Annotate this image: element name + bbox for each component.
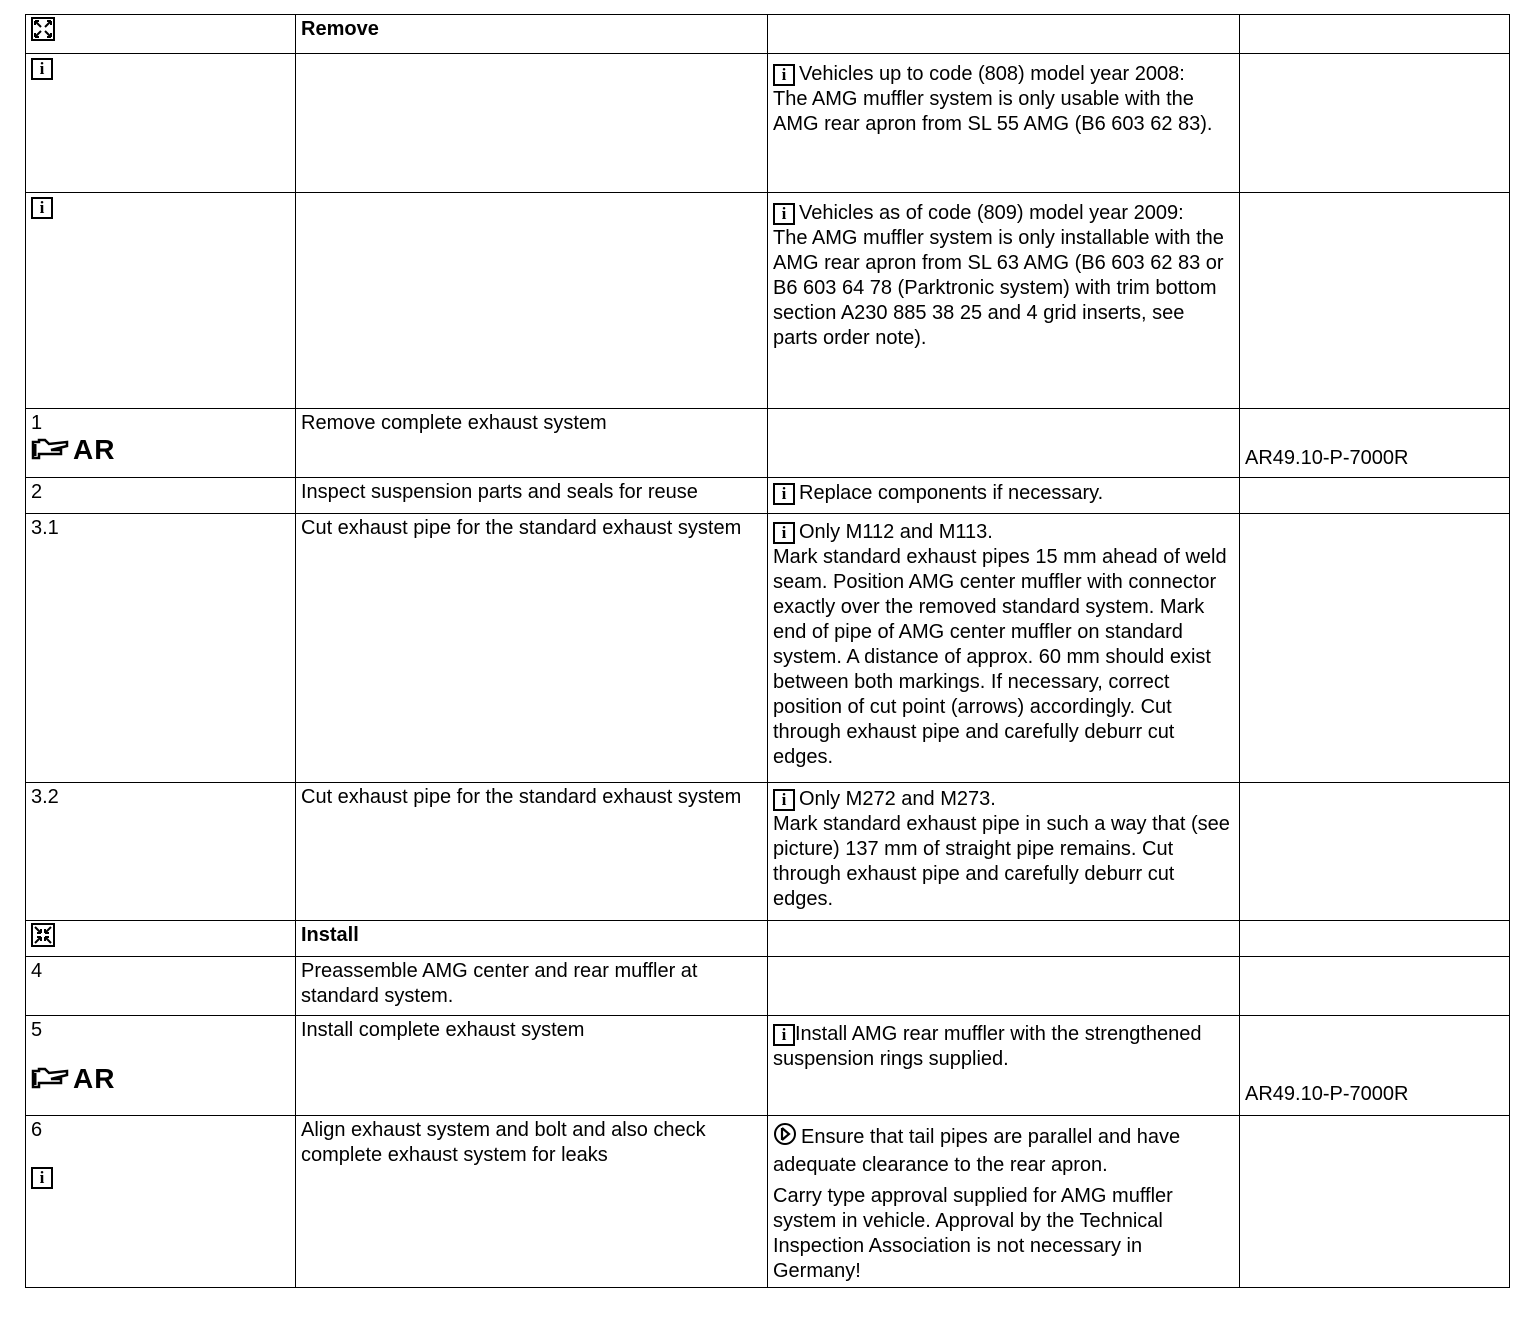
step-note: Install AMG rear muffler with the strengthened suspension rings supplied.: [773, 1023, 1202, 1070]
table-row-step-3-2: [26, 783, 1510, 921]
step-note-title: Only M112 and M113.: [799, 521, 993, 543]
step-number: 1: [31, 412, 43, 434]
step-note-body: Mark standard exhaust pipe in such a way that (see picture) 137 mm of straight pipe remains. Cut through exhaust pipe and carefully deburr cut edges.: [773, 813, 1230, 910]
table-row-step-2: [26, 478, 1510, 514]
info-icon: i: [773, 483, 795, 505]
note-808-heading: Vehicles up to code (808) model year 2008:: [799, 63, 1185, 85]
pointing-hand-icon: [31, 1065, 71, 1091]
step-number: 4: [26, 957, 296, 1016]
step-number: 3.2: [26, 783, 296, 921]
step-note-approval: Carry type approval supplied for AMG muffler system in vehicle. Approval by the Technical Inspection Association is not necessary in Germany!: [773, 1185, 1173, 1282]
info-icon: i: [773, 789, 795, 811]
step-note: Replace components if necessary.: [799, 482, 1104, 504]
step-number: 3.1: [26, 514, 296, 783]
info-icon: i: [31, 58, 53, 80]
table-row-install: [26, 921, 1510, 957]
step-action: Install complete exhaust system: [296, 1016, 768, 1116]
info-icon: i: [773, 203, 795, 225]
table-row-step-6: [26, 1116, 1510, 1288]
section-title-remove: Remove: [296, 15, 768, 54]
cell-icon: [26, 15, 296, 54]
ar-reference-mark[interactable]: AR: [31, 1065, 115, 1091]
step-number: 2: [26, 478, 296, 514]
table-row-note-809: [26, 193, 1510, 409]
info-icon: i: [773, 1024, 795, 1046]
note-809-body: The AMG muffler system is only installable with the AMG rear apron from SL 63 AMG (B6 603 62 83 or B6 603 64 78 (Parktronic system) with trim bottom section A230 885 38 25 and 4 grid inserts, see parts order note).: [773, 227, 1224, 349]
table-row-remove: [26, 15, 1510, 54]
info-icon: i: [31, 1167, 53, 1189]
note-808-body: The AMG muffler system is only usable with the AMG rear apron from SL 55 AMG (B6 603 62 83).: [773, 88, 1213, 135]
ar-reference-mark[interactable]: AR: [31, 436, 115, 462]
step-action: Cut exhaust pipe for the standard exhaust system: [296, 514, 768, 783]
step-note-caution: Ensure that tail pipes are parallel and have adequate clearance to the rear apron.: [773, 1125, 1181, 1176]
caution-icon: [773, 1122, 797, 1153]
ar-reference-link[interactable]: AR49.10-P-7000R: [1245, 447, 1409, 469]
info-icon: i: [31, 197, 53, 219]
step-action: Cut exhaust pipe for the standard exhaust system: [296, 783, 768, 921]
step-action: Align exhaust system and bolt and also check complete exhaust system for leaks: [296, 1116, 768, 1288]
ar-reference-link[interactable]: AR49.10-P-7000R: [1245, 1083, 1409, 1105]
remove-expand-icon: [31, 17, 55, 48]
info-icon: i: [773, 522, 795, 544]
section-title-install: Install: [296, 921, 768, 957]
table-row-step-3-1: [26, 514, 1510, 783]
note-809-heading: Vehicles as of code (809) model year 2009:: [799, 202, 1184, 224]
table-row-note-808: [26, 54, 1510, 193]
step-number: 6: [31, 1119, 43, 1141]
step-note-title: Only M272 and M273.: [799, 788, 996, 810]
step-action: Inspect suspension parts and seals for reuse: [296, 478, 768, 514]
step-number: 5: [31, 1019, 43, 1041]
table-row-step-4: [26, 957, 1510, 1016]
procedure-table: [25, 14, 1510, 1288]
step-action: Preassemble AMG center and rear muffler at standard system.: [296, 957, 768, 1016]
pointing-hand-icon: [31, 436, 71, 462]
table-row-step-5: [26, 1016, 1510, 1116]
step-note-body: Mark standard exhaust pipes 15 mm ahead of weld seam. Position AMG center muffler with connector exactly over the removed standard system. Mark end of pipe of AMG center muffler on standard system. A distance of approx. 60 mm should exist between both markings. If necessary, correct position of cut point (arrows) accordingly. Cut through exhaust pipe and carefully deburr cut edges.: [773, 546, 1227, 768]
install-collapse-icon: [31, 923, 55, 954]
step-action: Remove complete exhaust system: [296, 409, 768, 478]
info-icon: i: [773, 64, 795, 86]
table-row-step-1: [26, 409, 1510, 478]
